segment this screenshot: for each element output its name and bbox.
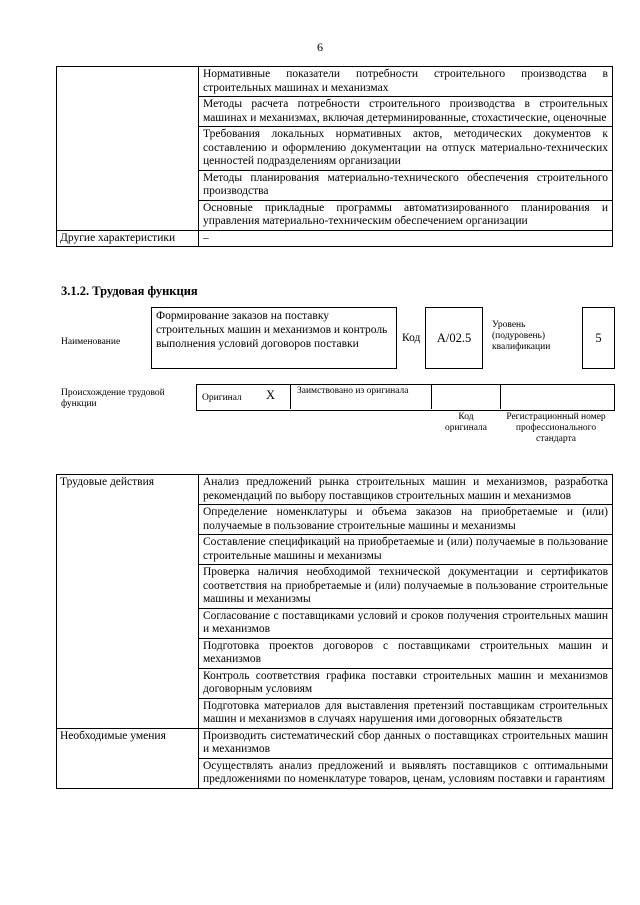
name-value: Формирование заказов на поставку строительных машин и механизмов и контроль выполнения условий договоров поставки [156, 310, 388, 350]
table-cell: Анализ предложений рынка строительных машин и механизмов, разработка рекомендаций по выбору поставщиков строительных машин и механизмов [199, 475, 613, 505]
name-value-box [151, 307, 397, 369]
code-box [425, 307, 483, 369]
table-cell: Определение номенклатуры и объема заказов на приобретаемые и (или) получаемые в пользование строительные машины и механизмы [199, 505, 613, 535]
functions-table [56, 474, 613, 789]
table-cell: Подготовка проектов договоров с поставщиками строительных машин и механизмов [199, 638, 613, 668]
divider [500, 384, 501, 409]
divider [431, 384, 432, 409]
table-cell: Методы расчета потребности строительного производства в строительных машинах и механизмах, включая детерминированные, стохастические, оценочные [199, 97, 613, 127]
table-row [57, 230, 613, 247]
knowledge-table [56, 66, 613, 247]
table-cell: Контроль соответствия графика поставки строительных машин и механизмов договорным условиям [199, 668, 613, 698]
skills-label: Необходимые умения [57, 728, 199, 788]
actions-label: Трудовые действия [57, 475, 199, 729]
other-characteristics-label: Другие характеристики [57, 230, 199, 247]
empty-label-cell [57, 67, 199, 231]
table-cell: Проверка наличия необходимой технической документации и сертификатов соответствия на приобретаемые и (или) получаемые в пользование строительные машины и механизмы [199, 565, 613, 609]
level-label: Уровень (подуровень) квалификации [492, 320, 551, 352]
table-cell: Подготовка материалов для выставления претензий поставщикам строительных машин и механизмов в случаях нарушения ими договорных обязательств [199, 698, 613, 728]
level-box [582, 307, 615, 369]
table-cell: Осуществлять анализ предложений и выявлять поставщиков с оптимальными предложениями по номенклатуре товаров, ценам, условиям поставки и гарантиям [199, 758, 613, 788]
borrowed-label: Заимствовано из оригинала [297, 386, 409, 396]
table-cell: Основные прикладные программы автоматизированного планирования и управления материально-техническим обеспечением организации [199, 200, 613, 230]
origin-label: Происхождение трудовой функции [61, 388, 165, 409]
table-cell: Производить систематический сбор данных о поставщиках строительных машин и механизмов [199, 728, 613, 758]
original-label: Оригинал [202, 393, 242, 403]
table-row [57, 475, 613, 505]
divider [290, 384, 291, 409]
other-characteristics-value: – [199, 230, 613, 247]
code-value: A/02.5 [436, 331, 472, 345]
code-label: Код [402, 332, 421, 344]
table-cell: Требования локальных нормативных актов, методических документов к составлению и оформлению документации на отпуск материально-технических ценностей подразделениям организации [199, 127, 613, 171]
table-row [57, 728, 613, 758]
original-mark: X [266, 388, 276, 402]
table-cell: Составление спецификаций на приобретаемые и (или) получаемые в пользование строительные машины и механизмы [199, 535, 613, 565]
code-original-caption: Код оригинала [445, 412, 487, 433]
page-number: 6 [317, 40, 323, 54]
table-cell: Нормативные показатели потребности строительного производства в строительных машинах и механизмах [199, 67, 613, 97]
registration-number-caption: Регистрационный номер профессионального стандарта [506, 412, 606, 444]
table-cell: Согласование с поставщиками условий и сроков получения строительных машин и механизмов [199, 608, 613, 638]
table-row [57, 67, 613, 97]
section-heading: 3.1.2. Трудовая функция [61, 284, 198, 298]
name-label: Наименование [61, 337, 121, 347]
level-value: 5 [595, 331, 602, 345]
table-cell: Методы планирования материально-технического обеспечения строительного производства [199, 170, 613, 200]
